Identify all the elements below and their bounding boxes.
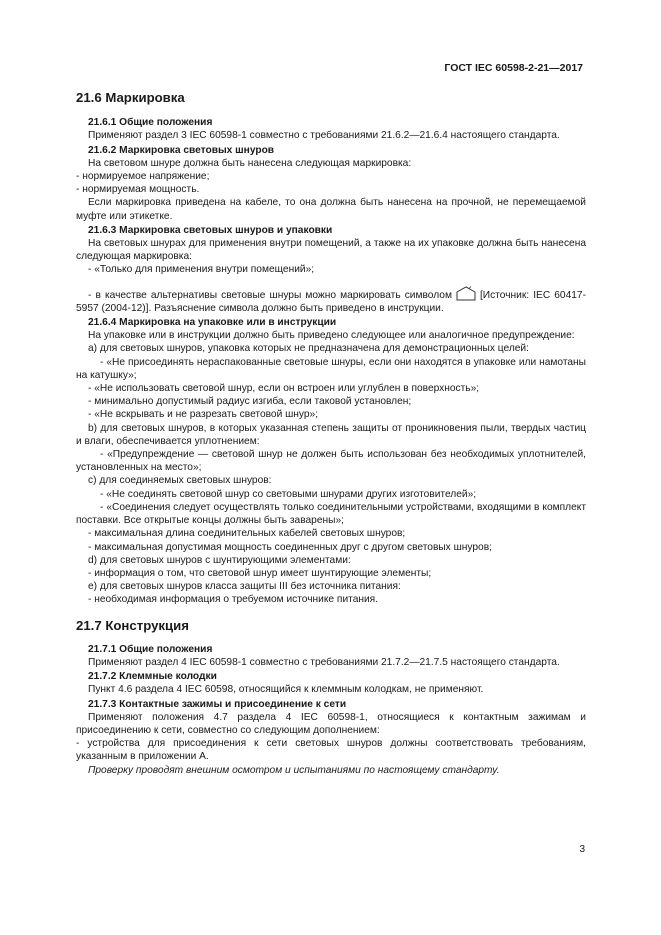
list-item: - максимальная допустимая мощность соединенных друг с другом световых шнуров; bbox=[88, 541, 492, 553]
list-item-c: с) для соединяемых световых шнуров: bbox=[88, 475, 272, 487]
list-item: - «Не вскрывать и не разрезать световой шнур»; bbox=[88, 409, 319, 421]
list-item: - «Не присоединять нераспакованные световые шнуры, если они находятся в упаковке или намотаны на катушку»; bbox=[76, 356, 586, 381]
list-item: - «Предупреждение — световой шнур не должен быть использован без необходимых уплотнителей, установленных на место»; bbox=[76, 449, 586, 474]
list-item-symbol bbox=[76, 286, 586, 315]
section-21-7-title: 21.7 Конструкция bbox=[76, 617, 189, 633]
list-item-d: d) для световых шнуров с шунтирующими элементами: bbox=[88, 554, 351, 566]
clause-21-7-1-text: Применяют раздел 4 IEC 60598-1 совместно с требованиями 21.7.2—21.7.5 настоящего стандарта. bbox=[88, 656, 560, 668]
clause-21-6-2-note: Если маркировка приведена на кабеле, то она должна быть нанесена на прочной, не перемещаемой муфте или этикетке. bbox=[76, 197, 586, 222]
symbol-text-after: [Источник: IEC 60417-5957 (2004-12)]. Разъяснение символа должно быть приведено в инструкции. bbox=[76, 289, 586, 314]
clause-21-7-3-text: Применяют положения 4.7 раздела 4 IEC 60598-1, относящиеся к контактным зажимам и присоединению к сети, совместно со следующим дополнением: bbox=[76, 711, 586, 736]
list-item: - «Не использовать световой шнур, если он встроен или углублен в поверхность»; bbox=[88, 383, 480, 395]
clause-21-7-2-text: Пункт 4.6 раздела 4 IEC 60598, относящийся к клеммным колодкам, не применяют. bbox=[88, 684, 484, 696]
clause-21-6-4-title: 21.6.4 Маркировка на упаковке или в инструкции bbox=[88, 317, 337, 329]
list-item: - нормируемая мощность. bbox=[76, 184, 200, 196]
clause-21-6-2-text: На световом шнуре должна быть нанесена следующая маркировка: bbox=[88, 157, 412, 169]
clause-21-7-1-title: 21.7.1 Общие положения bbox=[88, 643, 213, 655]
check-note: Проверку проводят внешним осмотром и испытаниями по настоящему стандарту. bbox=[88, 764, 500, 776]
list-item: - максимальная длина соединительных кабелей световых шнуров; bbox=[88, 528, 406, 540]
list-item: - нормируемое напряжение; bbox=[76, 171, 210, 183]
clause-21-6-1-text: Применяют раздел 3 IEC 60598-1 совместно с требованиями 21.6.2—21.6.4 настоящего стандарта. bbox=[88, 130, 560, 142]
symbol-text-before: - в качестве альтернативы световые шнуры можно маркировать символом bbox=[88, 289, 452, 301]
list-item-b: b) для световых шнуров, в которых указанная степень защиты от проникновения пыли, твердых частиц и влаги, обеспечивается уплотнением: bbox=[76, 422, 586, 447]
clause-21-6-2-title: 21.6.2 Маркировка световых шнуров bbox=[88, 144, 275, 156]
clause-21-7-2-title: 21.7.2 Клеммные колодки bbox=[88, 671, 217, 683]
list-item: - устройства для присоединения к сети световых шнуров должны соответствовать требованиям, указанным в приложении А. bbox=[76, 738, 586, 763]
clause-21-6-4-text: На упаковке или в инструкции должно быть приведено следующее или аналогичное предупреждение: bbox=[88, 330, 575, 342]
list-item: - необходимая информация о требуемом источнике питания. bbox=[88, 594, 379, 606]
list-item: - «Только для применения внутри помещений»; bbox=[88, 264, 315, 276]
clause-21-7-3-title: 21.7.3 Контактные зажимы и присоединение к сети bbox=[88, 698, 347, 710]
clause-21-6-1-title: 21.6.1 Общие положения bbox=[88, 117, 213, 129]
list-item: - информация о том, что световой шнур имеет шунтирующие элементы; bbox=[88, 567, 432, 579]
clause-21-6-3-text: На световых шнурах для применения внутри помещений, а также на их упаковке должна быть нанесена следующая маркировка: bbox=[76, 238, 586, 263]
clause-21-6-3-title: 21.6.3 Маркировка световых шнуров и упаковки bbox=[88, 224, 333, 236]
list-item-e: е) для световых шнуров класса защиты III без источника питания: bbox=[88, 581, 401, 593]
list-item-a: а) для световых шнуров, упаковка которых не предназначена для демонстрационных целей: bbox=[88, 343, 529, 355]
list-item: - минимально допустимый радиус изгиба, если таковой установлен; bbox=[88, 396, 412, 408]
page-content bbox=[76, 89, 586, 777]
list-item: - «Соединения следует осуществлять только соединительными устройствами, входящими в комплект поставки. Все открытые концы должны быть заварены»; bbox=[76, 501, 586, 527]
document-header: ГОСТ IEC 60598-2-21—2017 bbox=[444, 62, 583, 74]
indoor-use-symbol-icon bbox=[455, 286, 477, 301]
page-number: 3 bbox=[579, 844, 585, 855]
list-item: - «Не соединять световой шнур со световыми шнурами других изготовителей»; bbox=[100, 488, 477, 500]
section-21-6-title: 21.6 Маркировка bbox=[76, 90, 185, 105]
